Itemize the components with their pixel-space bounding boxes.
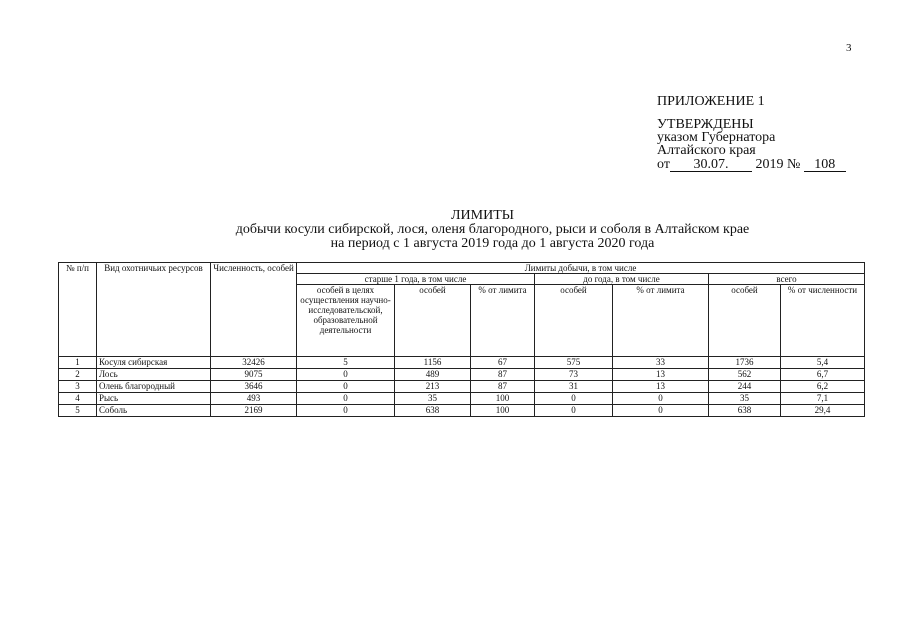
header-younger-pct: % от лимита: [613, 285, 709, 357]
cell-species: Олень благородный: [97, 381, 211, 393]
header-total: всего: [709, 274, 865, 285]
header-younger-count: особей: [535, 285, 613, 357]
header-total-pct: % от численности: [781, 285, 865, 357]
cell-species: Рысь: [97, 393, 211, 405]
cell-younger-pct: 13: [613, 381, 709, 393]
header-population: Численность, особей: [211, 263, 297, 357]
page-number: 3: [846, 42, 852, 54]
approval-date-line: [657, 158, 846, 172]
limits-table: [58, 262, 865, 417]
table-header-row-1: [59, 263, 865, 274]
header-research: особей в целях осуществления научно-исследовательской, образовательной деятельности: [297, 285, 395, 357]
cell-younger-count: 575: [535, 357, 613, 369]
cell-total-count: 244: [709, 381, 781, 393]
header-total-count: особей: [709, 285, 781, 357]
cell-older-count: 1156: [395, 357, 471, 369]
cell-total-pct: 6,7: [781, 369, 865, 381]
cell-total-pct: 6,2: [781, 381, 865, 393]
cell-older-count: 638: [395, 405, 471, 417]
header-older-count: особей: [395, 285, 471, 357]
cell-research: 5: [297, 357, 395, 369]
cell-population: 32426: [211, 357, 297, 369]
table-row: [59, 357, 865, 369]
cell-population: 3646: [211, 381, 297, 393]
header-older-pct: % от лимита: [471, 285, 535, 357]
cell-num: 2: [59, 369, 97, 381]
title-line3: на период с 1 августа 2019 года до 1 августа 2020 года: [330, 236, 655, 251]
cell-younger-count: 73: [535, 369, 613, 381]
cell-research: 0: [297, 393, 395, 405]
cell-research: 0: [297, 381, 395, 393]
appendix-label: ПРИЛОЖЕНИЕ 1: [657, 94, 765, 109]
cell-total-pct: 5,4: [781, 357, 865, 369]
approval-block: [657, 118, 846, 172]
cell-species: Соболь: [97, 405, 211, 417]
cell-younger-pct: 13: [613, 369, 709, 381]
approved-by-line2: Алтайского края: [657, 143, 756, 158]
cell-younger-pct: 0: [613, 393, 709, 405]
header-num: № п/п: [59, 263, 97, 357]
cell-older-count: 35: [395, 393, 471, 405]
cell-num: 5: [59, 405, 97, 417]
table-row: [59, 369, 865, 381]
approval-date: 30.07.: [670, 159, 752, 172]
cell-younger-count: 0: [535, 393, 613, 405]
cell-total-pct: 29,4: [781, 405, 865, 417]
table-row: [59, 393, 865, 405]
number-sign: №: [786, 157, 801, 172]
cell-num: 1: [59, 357, 97, 369]
cell-num: 3: [59, 381, 97, 393]
cell-older-pct: 100: [471, 393, 535, 405]
title-heading: ЛИМИТЫ: [451, 208, 514, 223]
cell-research: 0: [297, 369, 395, 381]
table-row: [59, 405, 865, 417]
cell-younger-count: 31: [535, 381, 613, 393]
cell-older-count: 213: [395, 381, 471, 393]
cell-younger-pct: 0: [613, 405, 709, 417]
cell-population: 2169: [211, 405, 297, 417]
cell-num: 4: [59, 393, 97, 405]
cell-younger-pct: 33: [613, 357, 709, 369]
cell-younger-count: 0: [535, 405, 613, 417]
cell-total-count: 562: [709, 369, 781, 381]
cell-older-count: 489: [395, 369, 471, 381]
document-title: [0, 209, 905, 251]
cell-total-pct: 7,1: [781, 393, 865, 405]
approval-number: 108: [804, 159, 846, 172]
cell-older-pct: 100: [471, 405, 535, 417]
approved-label: УТВЕРЖДЕНЫ: [657, 117, 754, 132]
cell-species: Лось: [97, 369, 211, 381]
title-line2: добычи косули сибирской, лося, оленя благородного, рыси и соболя в Алтайском крае: [235, 222, 750, 237]
table-row: [59, 381, 865, 393]
approval-year: 2019: [755, 157, 784, 172]
cell-population: 9075: [211, 369, 297, 381]
header-species: Вид охотничьих ресурсов: [97, 263, 211, 357]
cell-total-count: 638: [709, 405, 781, 417]
cell-older-pct: 87: [471, 381, 535, 393]
header-limits: Лимиты добычи, в том числе: [297, 263, 865, 274]
cell-research: 0: [297, 405, 395, 417]
from-label: от: [657, 157, 670, 172]
cell-older-pct: 67: [471, 357, 535, 369]
cell-total-count: 1736: [709, 357, 781, 369]
header-older: старше 1 года, в том числе: [297, 274, 535, 285]
approved-by-line1: указом Губернатора: [657, 130, 776, 145]
header-younger: до года, в том числе: [535, 274, 709, 285]
cell-species: Косуля сибирская: [97, 357, 211, 369]
cell-older-pct: 87: [471, 369, 535, 381]
cell-population: 493: [211, 393, 297, 405]
cell-total-count: 35: [709, 393, 781, 405]
